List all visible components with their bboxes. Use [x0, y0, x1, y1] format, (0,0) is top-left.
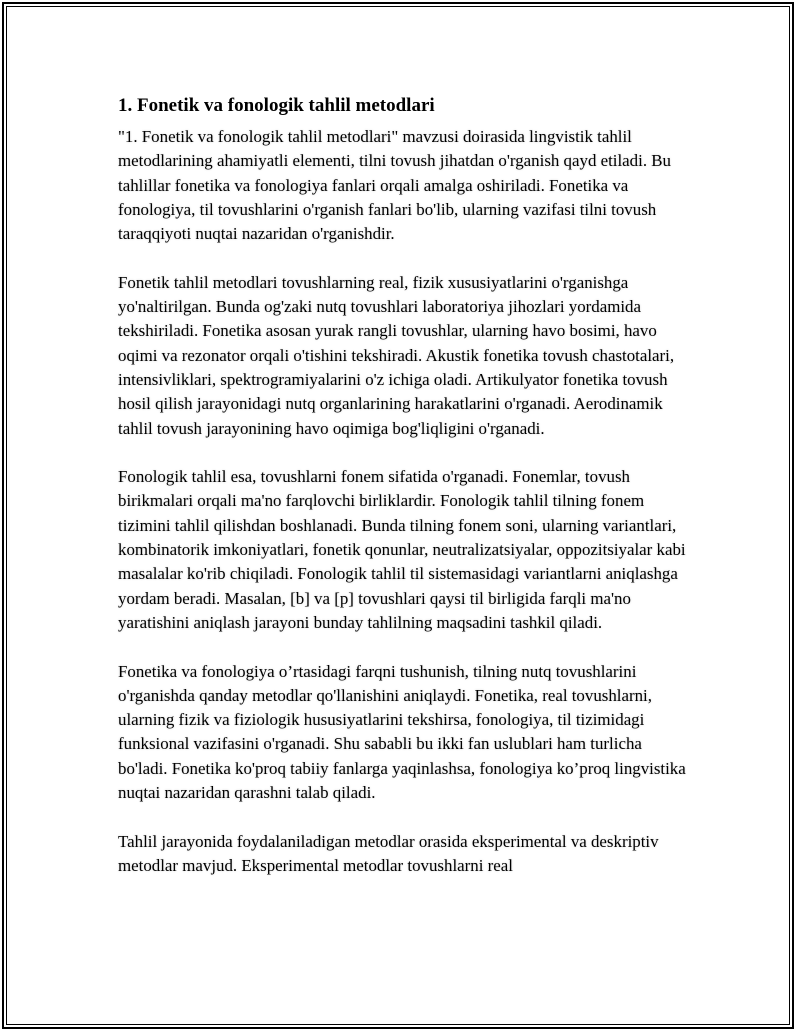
- paragraph-comparison: Fonetika va fonologiya o’rtasidagi farqni tushunish, tilning nutq tovushlarini o'rganishda qanday metodlar qo'llanishini aniqlaydi. Fonetika, real tovushlarni, ularning fizik va fiziologik hususiyatlarini tekshirsa, fonologiya, til tizimidagi funksional vazifasini o'rganadi. Shu sababli bu ikki fan uslublari ham turlicha bo'ladi. Fonetika ko'proq tabiiy fanlarga yaqinlashsa, fonologiya ko’proq lingvistika nuqtai nazaridan qarashni talab qiladi.: [118, 661, 686, 803]
- paragraph-methods: Tahlil jarayonida foydalaniladigan metodlar orasida eksperimental va deskriptiv metodlar mavjud. Eksperimental metodlar tovushlarni real: [118, 831, 659, 875]
- document-body: [118, 93, 693, 903]
- paragraph-phonetic-analysis: Fonetik tahlil metodlari tovushlarning real, fizik xususiyatlarini o'rganishga yo'naltirilgan. Bunda og'zaki nutq tovushlari laboratoriya jihozlari yordamida tekshiriladi. Fonetika asosan yurak rangli tovushlar, ularning havo bosimi, havo oqimi va rezonator orqali o'tishini tekshiradi. Akustik fonetika tovush chastotalari, intensivliklari, spektrogramiyalarini o'z ichiga oladi. Artikulyator fonetika tovush hosil qilish jarayonidagi nutq organlarining harakatlarini o'rganadi. Aerodinamik tahlil tovush jarayonining havo oqimiga bog'liqligini o'rganadi.: [118, 272, 675, 438]
- paragraph-phonological-analysis: Fonologik tahlil esa, tovushlarni fonem sifatida o'rganadi. Fonemlar, tovush birikmalari orqali ma'no farqlovchi birliklardir. Fonologik tahlil tilning fonem tizimini tahlil qilishdan boshlanadi. Bunda tilning fonem soni, ularning variantlari, kombinatorik imkoniyatlari, fonetik qonunlar, neutralizatsiyalar, oppozitsiyalar kabi masalalar ko'rib chiqiladi. Fonologik tahlil til sistemasidagi variantlarni aniqlashga yordam beradi. Masalan, [b] va [p] tovushlari qaysi til birligida farqli ma'no yaratishini aniqlash jarayoni bunday tahlilning maqsadini tashkil qiladi.: [118, 467, 686, 632]
- section-heading: 1. Fonetik va fonologik tahlil metodlari: [118, 95, 435, 116]
- paragraph-intro: "1. Fonetik va fonologik tahlil metodlari" mavzusi doirasida lingvistik tahlil metodlarining ahamiyatli elementi, tilni tovush jihatdan o'rganish qayd etiladi. Bu tahlillar fonetika va fonologiya fanlari orqali amalga oshiriladi. Fonetika va fonologiya, til tovushlarini o'rganish fanlari bo'lib, ularning vazifasi tilni tovush taraqqiyoti nuqtai nazaridan o'rganishdir.: [118, 127, 671, 244]
